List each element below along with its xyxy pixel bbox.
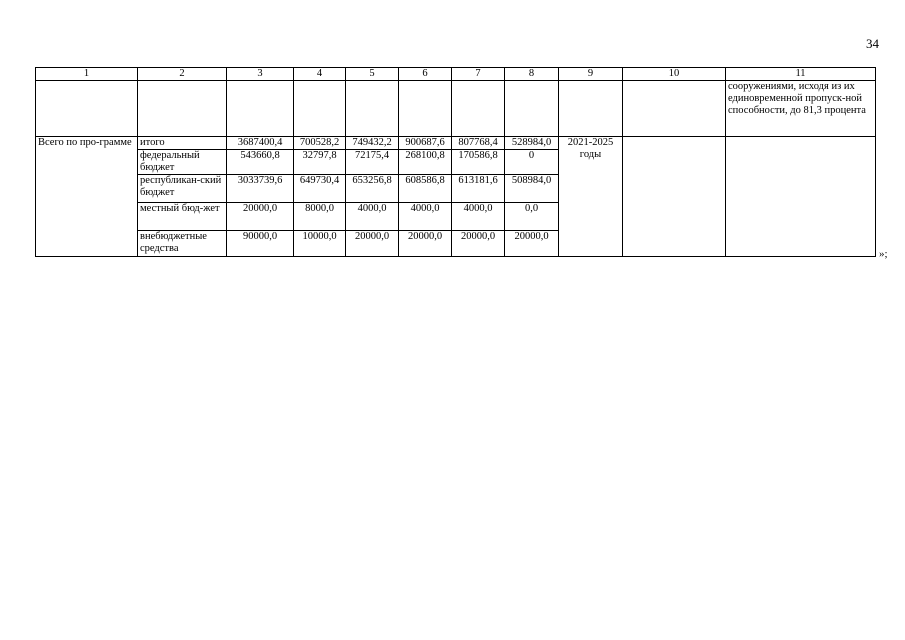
value-cell: 20000,0 <box>399 231 452 257</box>
value-cell: 72175,4 <box>346 150 399 175</box>
value-cell: 3033739,6 <box>227 175 294 203</box>
column-number: 3 <box>227 68 294 81</box>
funding-source: республикан-ский бюджет <box>138 175 227 203</box>
value-cell: 4000,0 <box>346 203 399 231</box>
value-cell: 4000,0 <box>452 203 505 231</box>
value-cell: 3687400,4 <box>227 137 294 150</box>
value-cell: 700528,2 <box>294 137 346 150</box>
column-number: 5 <box>346 68 399 81</box>
budget-table <box>35 67 876 257</box>
funding-source: внебюджетные средства <box>138 231 227 257</box>
value-cell: 649730,4 <box>294 175 346 203</box>
column-number: 10 <box>623 68 726 81</box>
value-cell: 20000,0 <box>346 231 399 257</box>
value-cell: 20000,0 <box>227 203 294 231</box>
column-number-row <box>36 68 876 81</box>
continuation-text: сооружениями, исходя из их единовременной пропуск-ной способности, до 81,3 процента <box>726 81 876 137</box>
program-total-label: Всего по про-грамме <box>36 137 138 257</box>
column-number: 4 <box>294 68 346 81</box>
value-cell: 90000,0 <box>227 231 294 257</box>
value-cell: 613181,6 <box>452 175 505 203</box>
value-cell: 653256,8 <box>346 175 399 203</box>
value-cell: 4000,0 <box>399 203 452 231</box>
value-cell: 900687,6 <box>399 137 452 150</box>
value-cell: 20000,0 <box>452 231 505 257</box>
continuation-row <box>36 81 876 137</box>
value-cell: 170586,8 <box>452 150 505 175</box>
page-number: 34 <box>866 36 879 51</box>
value-cell: 543660,8 <box>227 150 294 175</box>
column-number: 9 <box>559 68 623 81</box>
value-cell: 10000,0 <box>294 231 346 257</box>
value-cell: 8000,0 <box>294 203 346 231</box>
value-cell: 807768,4 <box>452 137 505 150</box>
value-cell: 749432,2 <box>346 137 399 150</box>
value-cell: 528984,0 <box>505 137 559 150</box>
funding-source: местный бюд-жет <box>138 203 227 231</box>
empty-cell <box>726 137 876 257</box>
column-number: 7 <box>452 68 505 81</box>
value-cell: 20000,0 <box>505 231 559 257</box>
closing-quote-mark: »; <box>879 248 888 260</box>
column-number: 2 <box>138 68 227 81</box>
column-number: 6 <box>399 68 452 81</box>
column-number: 1 <box>36 68 138 81</box>
value-cell: 508984,0 <box>505 175 559 203</box>
value-cell: 0 <box>505 150 559 175</box>
table-row <box>36 137 876 150</box>
value-cell: 32797,8 <box>294 150 346 175</box>
column-number: 8 <box>505 68 559 81</box>
funding-source: итого <box>138 137 227 150</box>
period-cell: 2021-2025 годы <box>559 137 623 257</box>
column-number: 11 <box>726 68 876 81</box>
value-cell: 268100,8 <box>399 150 452 175</box>
funding-source: федеральный бюджет <box>138 150 227 175</box>
empty-cell <box>623 137 726 257</box>
value-cell: 608586,8 <box>399 175 452 203</box>
value-cell: 0,0 <box>505 203 559 231</box>
